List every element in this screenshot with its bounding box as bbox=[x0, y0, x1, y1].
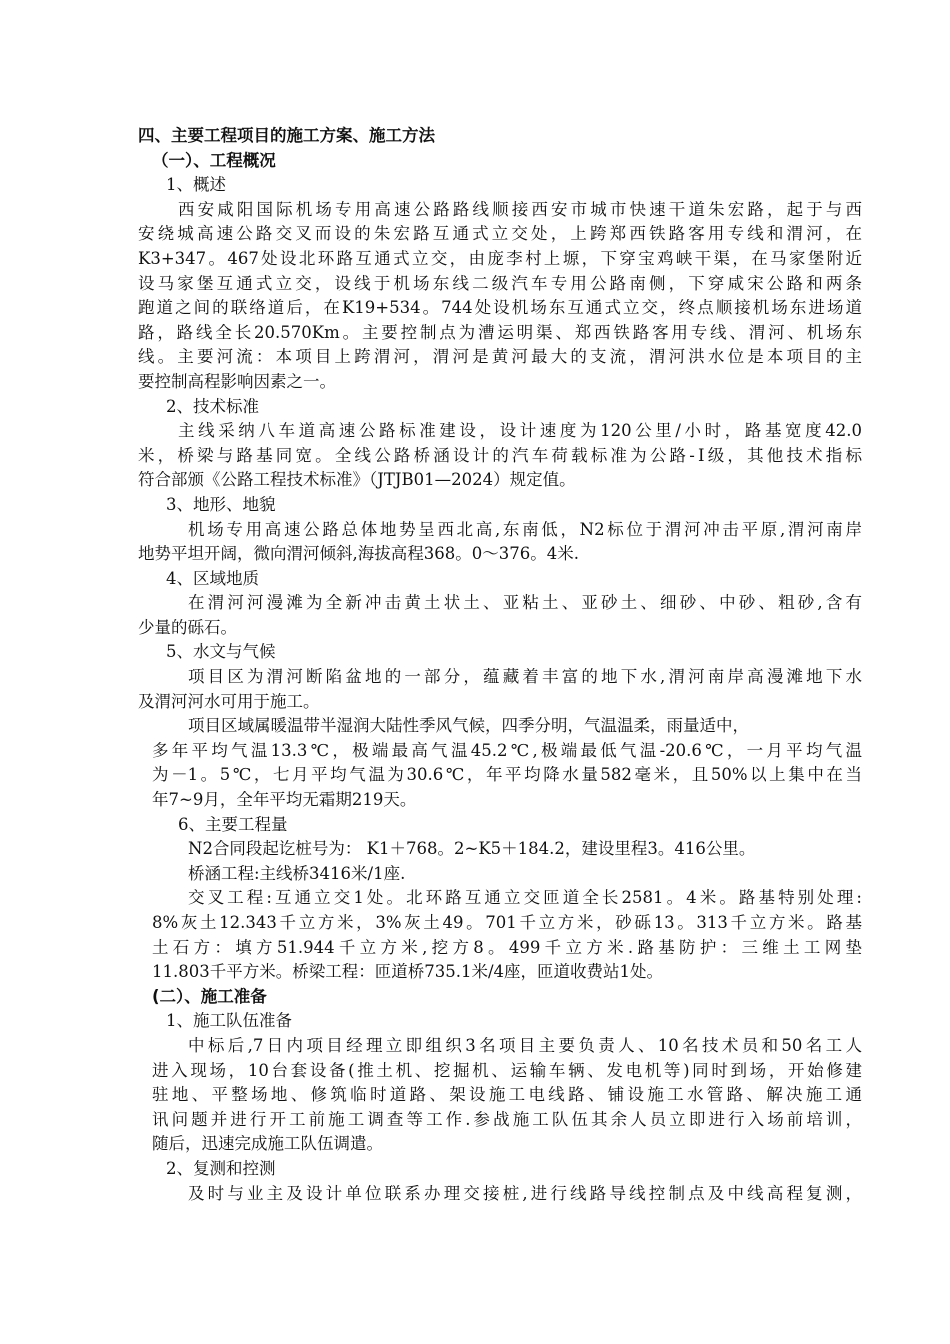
text-line: 8%灰土12.343千立方米，3%灰土49。701千立方米，砂砾13。313千立方米。路基 bbox=[152, 913, 862, 932]
text-line: 1、概述 bbox=[166, 175, 226, 195]
section-heading: (二）、施工准备 bbox=[152, 986, 267, 1006]
text-line: 多年平均气温13.3℃，极端最高气温45.2℃,极端最低气温-20.6℃，一月平均气温 bbox=[152, 740, 862, 760]
text-line: 3、地形、地貌 bbox=[166, 494, 276, 514]
text-line: 在渭河河漫滩为全新冲击黄土状土、亚粘土、亚砂土、细砂、中砂、粗砂,含有 bbox=[188, 593, 862, 613]
text-line: 符合部颁《公路工程技术标准》（JTJB01—2024）规定值。 bbox=[138, 470, 576, 490]
text-line: 西安咸阳国际机场专用高速公路路线顺接西安市城市快速干道朱宏路，起于与西 bbox=[178, 199, 862, 219]
text-line: 少量的砾石。 bbox=[138, 617, 237, 637]
text-line: 跑道之间的联络道后，在K19+534。744处设机场东互通式立交，终点顺接机场东进场道 bbox=[138, 298, 862, 318]
text-line: 米，桥梁与路基同宽。全线公路桥涵设计的汽车荷载标准为公路-Ⅰ级，其他技术指标 bbox=[138, 445, 862, 465]
text-line: 讯问题并进行开工前施工调查等工作.参战施工队伍其余人员立即进行入场前培训， bbox=[152, 1109, 862, 1129]
text-line: 及时与业主及设计单位联系办理交接桩,进行线路导线控制点及中线高程复测， bbox=[188, 1183, 862, 1203]
text-line: 交叉工程:互通立交1处。北环路互通立交匝道全长2581。4米。路基特别处理: bbox=[188, 888, 862, 908]
text-line: 主线采纳八车道高速公路标准建设，设计速度为120公里/小时，路基宽度42.0 bbox=[178, 421, 862, 441]
text-line: 年7~9月，全年平均无霜期219天。 bbox=[152, 790, 417, 810]
text-line: 随后，迅速完成施工队伍调遣。 bbox=[152, 1134, 383, 1154]
text-line: 安绕城高速公路交叉而设的朱宏路互通式立交处，上跨郑西铁路客用专线和渭河，在 bbox=[138, 224, 862, 244]
text-line: 地势平坦开阔，微向渭河倾斜,海拔高程368。0～376。4米. bbox=[138, 544, 579, 564]
text-line: 设马家堡互通式立交，设线于机场东线二级汽车专用公路南侧，下穿咸宋公路和两条 bbox=[138, 273, 862, 293]
text-line: 土石方：填方51.944千立方米,挖方8。499千立方米.路基防护：三维土工网垫 bbox=[152, 937, 862, 957]
text-line: 机场专用高速公路总体地势呈西北高,东南低，N2标位于渭河冲击平原,渭河南岸 bbox=[188, 519, 862, 539]
text-line: 桥涵工程:主线桥3416米/1座. bbox=[188, 863, 406, 883]
text-line: 5、水文与气候 bbox=[166, 642, 276, 662]
text-line: 项目区为渭河断陷盆地的一部分，蕴藏着丰富的地下水,渭河南岸高漫滩地下水 bbox=[188, 667, 862, 687]
text-line: 路，路线全长20.570Km。主要控制点为漕运明渠、郑西铁路客用专线、渭河、机场东 bbox=[138, 322, 862, 342]
text-line: 进入现场，10台套设备(推土机、挖掘机、运输车辆、发电机等)同时到场，开始修建 bbox=[152, 1060, 862, 1080]
text-line: 中标后,7日内项目经理立即组织3名项目主要负责人、10名技术员和50名工人 bbox=[188, 1035, 862, 1055]
text-line: 11.803千平方米。桥梁工程：匝道桥735.1米/4座，匝道收费站1处。 bbox=[152, 962, 664, 982]
text-line: 为－1。5℃，七月平均气温为30.6℃，年平均降水量582毫米，且50%以上集中在当 bbox=[152, 765, 862, 785]
section-heading: （一）、工程概况 bbox=[152, 150, 276, 170]
text-line: 要控制高程影响因素之一。 bbox=[138, 371, 336, 391]
text-line: 2、技术标准 bbox=[166, 396, 259, 416]
text-line: 线。主要河流：本项目上跨渭河，渭河是黄河最大的支流，渭河洪水位是本项目的主 bbox=[138, 347, 862, 367]
section-heading: 四、主要工程项目的施工方案、施工方法 bbox=[138, 126, 435, 145]
text-line: 4、区域地质 bbox=[166, 568, 259, 588]
text-line: 1、施工队伍准备 bbox=[166, 1011, 292, 1031]
text-line: K3+347。467处设北环路互通式立交，由庞李村上塬，下穿宝鸡峡干渠，在马家堡附近 bbox=[138, 248, 862, 268]
text-line: N2合同段起讫桩号为： K1＋768。2~K5＋184.2，建设里程3。416公里。 bbox=[188, 839, 756, 859]
text-line: 6、主要工程量 bbox=[178, 814, 288, 834]
text-line: 及渭河河水可用于施工。 bbox=[138, 691, 320, 711]
text-line: 2、复测和控测 bbox=[166, 1158, 276, 1178]
text-line: 驻地、平整场地、修筑临时道路、架设施工电线路、铺设施工水管路、解决施工通 bbox=[152, 1085, 862, 1105]
text-line: 项目区域属暖温带半湿润大陆性季风气候，四季分明，气温温柔，雨量适中， bbox=[188, 716, 749, 736]
document-body bbox=[138, 124, 862, 1206]
